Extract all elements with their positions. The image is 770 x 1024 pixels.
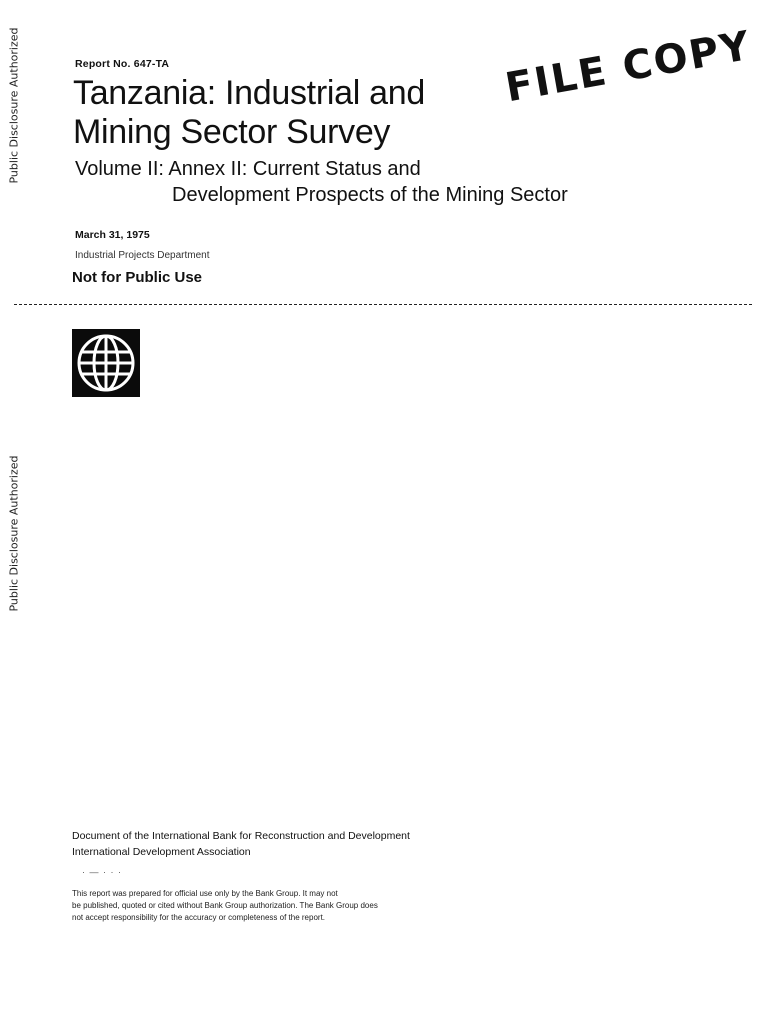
separator-marks: · — · · · [82, 867, 122, 877]
report-date: March 31, 1975 [75, 229, 150, 241]
title-line-1: Tanzania: Industrial and [73, 74, 425, 112]
volume-subtitle-line-1: Volume II: Annex II: Current Status and [75, 158, 421, 180]
disclaimer-text [72, 888, 492, 924]
title-line-2: Mining Sector Survey [73, 113, 391, 151]
side-disclosure-text-top: Public Disclosure Authorized [7, 26, 21, 184]
dashed-divider [14, 304, 752, 305]
institution-line-1: Document of the International Bank for Reconstruction and Development [72, 830, 410, 842]
disclaimer-line-3: not accept responsibility for the accuracy or completeness of the report. [72, 913, 326, 922]
report-number: Report No. 647-TA [75, 58, 170, 70]
side-disclosure-label-top [0, 20, 28, 190]
world-bank-globe-icon [72, 329, 140, 397]
volume-subtitle-line-2: Development Prospects of the Mining Sector [172, 184, 568, 206]
side-disclosure-text-middle: Public Disclosure Authorized [7, 454, 21, 612]
restriction-notice: Not for Public Use [72, 269, 203, 286]
globe-logo-graphic [72, 329, 140, 397]
document-title [73, 74, 425, 152]
institution-line-2: International Development Association [72, 846, 251, 858]
side-disclosure-label-middle [0, 448, 28, 618]
file-copy-stamp: FILE COPY [502, 22, 755, 112]
disclaimer-line-1: This report was prepared for official use only by the Bank Group. It may not [72, 889, 338, 898]
disclaimer-line-2: be published, quoted or cited without Bank Group authorization. The Bank Group does [72, 901, 378, 910]
department-name: Industrial Projects Department [75, 250, 210, 261]
